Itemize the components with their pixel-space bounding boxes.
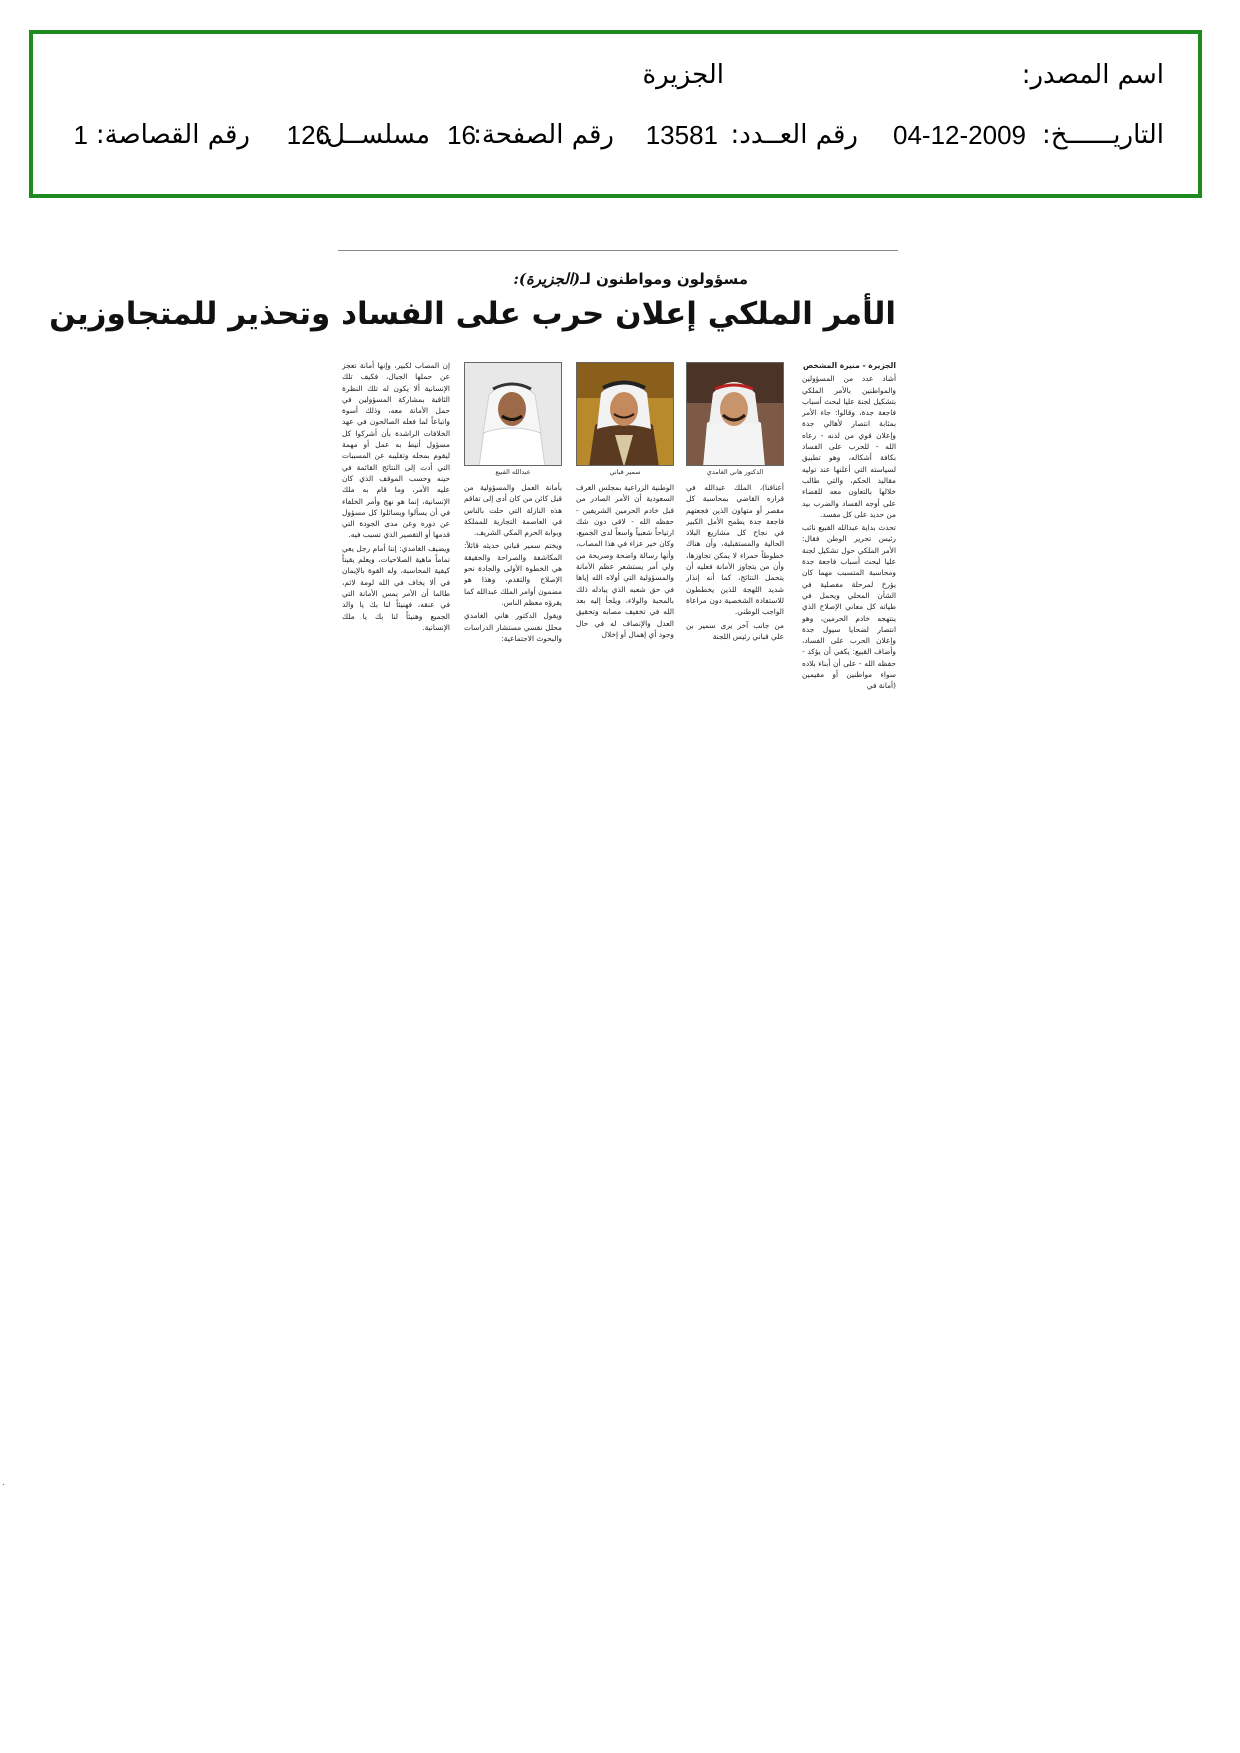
column-paragraph: ويقول الدكتور هاني الغامدي محلل نفسي مستشار الدراسات والبحوث الاجتماعية: bbox=[464, 611, 562, 643]
column-paragraph: من جانب آخر يرى سمير بن علي قباني رئيس اللجنة bbox=[686, 620, 784, 641]
column-paragraph: ويختم سمير قباني حديثه قائلاً: المكاشفة والصراحة والحقيقة هي الخطوة الأولى والجادة نحو الإصلاح والتقدم، وهذا هو مضمون أوامر الملك عبدالله كما يقرؤه معظم الناس. bbox=[464, 541, 562, 607]
column-paragraph: الوطنية الزراعية بمجلس الغرف السعودية أن الأمر الصادر من قبل خادم الحرمين الشريفين - حفظه الله - لاقى دون شك ارتياحاً شعبياً واسعاً لدى الجميع، وكان خير عزاء في هذا المصاب، وأنها رسالة واضحة وصريحة من ولي أمر يستشعر عظم الأمانة والمسؤولية التي أولاه الله إياها في حق شعبه الذي يبادله ذلك بالمحبة والولاء، ويلجأ إليه بعد الله في تخفيف مصابه وتحقيق العدل والإنصاف له في حال وجود أي إهمال أو إخلال bbox=[576, 483, 674, 639]
issue-value: 13581 bbox=[645, 120, 718, 150]
clip-value: 1 bbox=[73, 120, 88, 150]
serial-value: 126 bbox=[286, 120, 330, 150]
kicker-text: مسؤولون ومواطنون لـ bbox=[580, 270, 748, 288]
date-label: التاريــــــخ: bbox=[1042, 120, 1164, 150]
article-top-rule bbox=[338, 250, 898, 251]
page-label: رقم الصفحة: bbox=[473, 120, 614, 150]
column-paragraph: أشاد عدد من المسؤولين والمواطنين بالأمر الملكي بتشكيل لجنة عليا لبحث أسباب فاجعة جدة، وقالوا: جاء الأمر بمثابة انتصار لأهالي جدة وإعلان قوي من لدنه - رعاه الله - للحرب على الفساد بكافة أشكاله، وهو تطبيق لسياسته التي أعلنها عند توليه مقاليد الحكم، والتي طالب خلالها بالتعاون معه للقضاء على أوجه الفساد والضرب بيد من حديد على كل مفسد. bbox=[802, 374, 896, 519]
article-column-4 bbox=[464, 482, 562, 698]
article-kicker bbox=[513, 270, 748, 288]
column-paragraph: تحدث بداية عبدالله القبيع نائب رئيس تحرير الوطن فقال: الأمر الملكي حول تشكيل لجنة عليا لبحث أسباب فاجعة جدة ومحاسبة المتسبب مهما كان يؤرخ لمرحلة مفصلية في الشأن المحلي ويحمل في طياته كل معاني الإصلاح الذي ينتهجه خادم الحرمين، وهو انتصار لضحايا سيول جدة وإعلان الحرب على الفساد، وأضاف القبيع: يكفي أن يؤكد - حفظه الله - على أن أبناء بلاده سواء مواطنين أو مقيمين (أمانة في bbox=[802, 523, 896, 691]
kicker-brand: (الجزيرة): bbox=[513, 270, 581, 288]
clipping-info-box bbox=[29, 30, 1202, 198]
portrait-photo-icon bbox=[464, 363, 561, 466]
newspaper-article bbox=[49, 250, 898, 700]
clip-label: رقم القصاصة: bbox=[95, 120, 250, 150]
photo-caption: عبدالله القبيع bbox=[495, 468, 531, 476]
photo-abdullah-alqubai bbox=[464, 362, 562, 466]
article-headline: الأمر الملكي إعلان حرب على الفساد وتحذير للمتجاوزين bbox=[49, 296, 896, 332]
portrait-photo-icon bbox=[576, 363, 673, 466]
serial-label: مسلســل: bbox=[317, 120, 430, 150]
photo-caption: الدكتور هاني الغامدي bbox=[706, 468, 764, 476]
photo-hani-alghamdi bbox=[686, 362, 784, 466]
source-label: اسم المصدر: bbox=[1021, 60, 1164, 90]
portrait-photo-icon bbox=[686, 363, 783, 466]
article-column-2 bbox=[686, 482, 784, 698]
source-value: الجزيرة bbox=[642, 60, 724, 90]
photo-caption: سمير قباني bbox=[609, 468, 641, 476]
photo-samir-qabbani bbox=[576, 362, 674, 466]
page-value: 16 bbox=[447, 120, 476, 150]
article-byline: الجزيرة - منيرة المشخص bbox=[802, 361, 896, 370]
date-value: 04-12-2009 bbox=[893, 120, 1026, 150]
scan-mark: . bbox=[2, 1478, 5, 1487]
article-column-3 bbox=[576, 482, 674, 698]
column-paragraph: إن المصاب لكبير، وإنها أمانة تعجز عن حملها الجبال، فكيف تلك الإنسانية ألا يكون له تلك النظرة الثاقبة بمشاركة المسؤولين في حمل الأمانة معه، وذلك أسوة واتباعاً لما فعله الصالحون في عهد الخلافات الراشدة بأن أشركوا كل مسؤول أنيط به عمل أو مهمة ليقوم بمحله وتقليبه عن المسببات التي أدت إلى النتائج القائمة في حينه وحسب الموقف الذي كان عليه الأمر، وما قام به ملك الإنسانية، إنما هو نهج وأمر الخلفاء في أن يسألوا ويسائلوا كل مسؤول عن دوره وعن مدى الجودة التي قدمها أو التقصير الذي تسبب فيه. bbox=[342, 361, 450, 540]
column-paragraph: ويضيف الغامدي: إننا أمام رجل يعي تماماً ماهية الصلاحيات، ويعلم يقيناً كيفية المحاسبة، وله القوة بالإيمان في ألا يخاف في الله لومة لائم، طالما أن الأمر يمس الأمانة التي في عنقه، فهنيئاً لنا بك يا والد الجميع وهنيئاً لنا بك يا ملك الإنسانية. bbox=[342, 543, 450, 632]
issue-label: رقم العــدد: bbox=[730, 120, 858, 150]
article-column-5 bbox=[342, 360, 450, 698]
column-paragraph: بأمانة العمل والمسؤولية من قبل كائن من كان أدى إلى تفاقم هذه النازلة التي حلت بالناس في العاصمة التجارية للمملكة وبوابة الحرم المكي الشريف. bbox=[464, 483, 562, 538]
column-paragraph: أعناقنا)، الملك عبدالله في قراره القاضي بمحاسبة كل مقصر أو متهاون الذين فجعتهم فاجعة جدة يطمح الأمل الكبير في نجاح كل مشاريع البلاد الحالية والمستقبلية، وأن هناك خطوطاً حمراء لا يمكن تجاوزها، وأن من يتجاوز الأمانة فعليه أن يتحمل النتائج، كما أنه إنذار شديد اللهجة للذين يخططون للاستفادة الشخصية دون مراعاة الواجب الوطني. bbox=[686, 483, 784, 617]
article-column-1 bbox=[802, 360, 896, 698]
